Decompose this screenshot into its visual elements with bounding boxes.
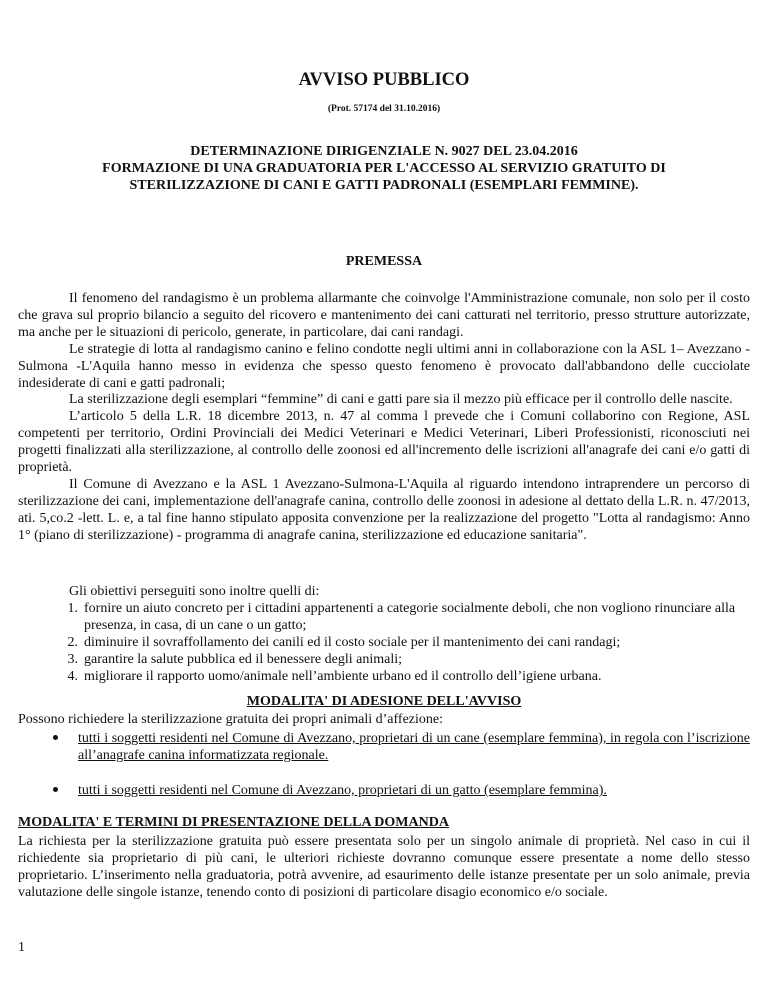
adesione-intro: Possono richiedere la sterilizzazione gratuita dei propri animali d’affezione: bbox=[18, 712, 444, 727]
termini-body: La richiesta per la sterilizzazione gratuita può essere presentata solo per un singolo animale di proprietà. Nel caso in cui il richiedente sia proprietario di più cani, le ulteriori richieste dovranno comunque essere presentate a nome dello stesso proprietario. L’inserimento nella graduatoria, potrà avvenire, ad esaurimento delle istanze presentate per un solo animale, previa valutazione delle singole istanze, tenendo conto di posizioni di particolare disagio economico e/o sociale. bbox=[18, 834, 750, 900]
list-item bbox=[18, 651, 750, 668]
obiettivi-section bbox=[18, 583, 750, 685]
premessa-paragraph: Le strategie di lotta al randagismo canino e felino condotte negli ultimi anni in collaborazione con la ASL 1– Avezzano -Sulmona -L'Aquila hanno messo in evidenza che spesso questo fenomeno è provocato dall'abbandono delle cucciolate indesiderate di cani e gatti padronali; bbox=[18, 341, 750, 391]
bullet-icon bbox=[18, 730, 78, 764]
premessa-paragraph: La sterilizzazione degli esemplari “femmine” di cani e gatti pare sia il mezzo più efficace per il controllo delle nascite. bbox=[69, 392, 733, 408]
list-item-text: diminuire il sovraffollamento dei canili ed il costo sociale per il mantenimento dei cani randagi; bbox=[84, 635, 621, 650]
obiettivi-intro: Gli obiettivi perseguiti sono inoltre quelli di: bbox=[69, 584, 320, 599]
bullet-text: tutti i soggetti residenti nel Comune di Avezzano, proprietari di un gatto (esemplare femmina). bbox=[78, 783, 607, 798]
determinazione-line-3: STERILIZZAZIONE DI CANI E GATTI PADRONALI (ESEMPLARI FEMMINE). bbox=[129, 178, 639, 193]
list-item-number: 4. bbox=[67, 669, 78, 684]
bullet-item bbox=[18, 782, 750, 799]
bullet-text: tutti i soggetti residenti nel Comune di Avezzano, proprietari di un cane (esemplare femmina), in regola con l’iscrizione all’anagrafe canina informatizzata regionale. bbox=[78, 731, 750, 763]
list-item-number: 3. bbox=[67, 652, 78, 667]
adesione-heading: MODALITA' DI ADESIONE DELL'AVVISO bbox=[246, 694, 522, 709]
premessa-paragraph: Il Comune di Avezzano e la ASL 1 Avezzano-Sulmona-L'Aquila al riguardo intendono intraprendere un percorso di sterilizzazione dei cani, implementazione dell'anagrafe canina, controllo delle zoonosi in adesione al dettato della L.R. n. 47/2013, ati. 5,co.2 -lett. L. e, a tal fine hanno stipulato apposita convenzione per la realizzazione del progetto "Lotta al randagismo: Anno 1° (piano di sterilizzazione) - programma di anagrafe canina, sterilizzazione ed educazione sanitaria". bbox=[18, 476, 750, 543]
list-item-number: 1. bbox=[67, 601, 78, 616]
document-title: AVVISO PUBBLICO bbox=[298, 70, 470, 90]
list-item-text: migliorare il rapporto uomo/animale nell’ambiente urbano ed il controllo dell’igiene urbana. bbox=[84, 669, 602, 684]
list-item bbox=[18, 634, 750, 651]
protocol-number: (Prot. 57174 del 31.10.2016) bbox=[327, 104, 441, 114]
page-number: 1 bbox=[18, 940, 25, 955]
bullet-icon bbox=[18, 782, 78, 799]
determinazione-line-1: DETERMINAZIONE DIRIGENZIALE N. 9027 DEL 23.04.2016 bbox=[190, 144, 578, 159]
premessa-heading: PREMESSA bbox=[345, 254, 423, 269]
list-item-text: garantire la salute pubblica ed il benessere degli animali; bbox=[84, 652, 402, 667]
list-item bbox=[18, 668, 750, 685]
determinazione-line-2: FORMAZIONE DI UNA GRADUATORIA PER L'ACCESSO AL SERVIZIO GRATUITO DI bbox=[102, 161, 666, 176]
obiettivi-list bbox=[18, 600, 750, 685]
list-item bbox=[18, 600, 750, 634]
determinazione-heading bbox=[18, 143, 750, 194]
bullet-item bbox=[18, 730, 750, 764]
premessa-body bbox=[18, 291, 750, 545]
premessa-paragraph: Il fenomeno del randagismo è un problema allarmante che coinvolge l'Amministrazione comunale, non solo per il costo che grava sul proprio bilancio a seguito del ricovero e mantenimento dei cani catturati nel territorio, presso strutture autorizzate, ma anche per le situazioni di pericolo, generate, in particolare, dai cani randagi. bbox=[18, 291, 750, 340]
list-item-number: 2. bbox=[67, 635, 78, 650]
adesione-bullets bbox=[18, 730, 750, 799]
list-item-text: fornire un aiuto concreto per i cittadini appartenenti a categorie socialmente deboli, che non vogliono rinunciare alla presenza, in casa, di un cane o un gatto; bbox=[84, 601, 736, 633]
premessa-paragraph: L’articolo 5 della L.R. 18 dicembre 2013, n. 47 al comma l prevede che i Comuni collaborino con Regione, ASL competenti per territorio, Ordini Provinciali dei Medici Veterinari e Medici Veterinari, Liberi Professionisti, riconosciuti nei progetti finalizzati alla sterilizzazione, al controllo delle zoonosi ed all'incremento delle iscrizioni all'anagrafe dei cani e/o gatti di proprietà. bbox=[18, 409, 750, 476]
termini-heading: MODALITA' E TERMINI DI PRESENTAZIONE DELLA DOMANDA bbox=[18, 815, 449, 830]
